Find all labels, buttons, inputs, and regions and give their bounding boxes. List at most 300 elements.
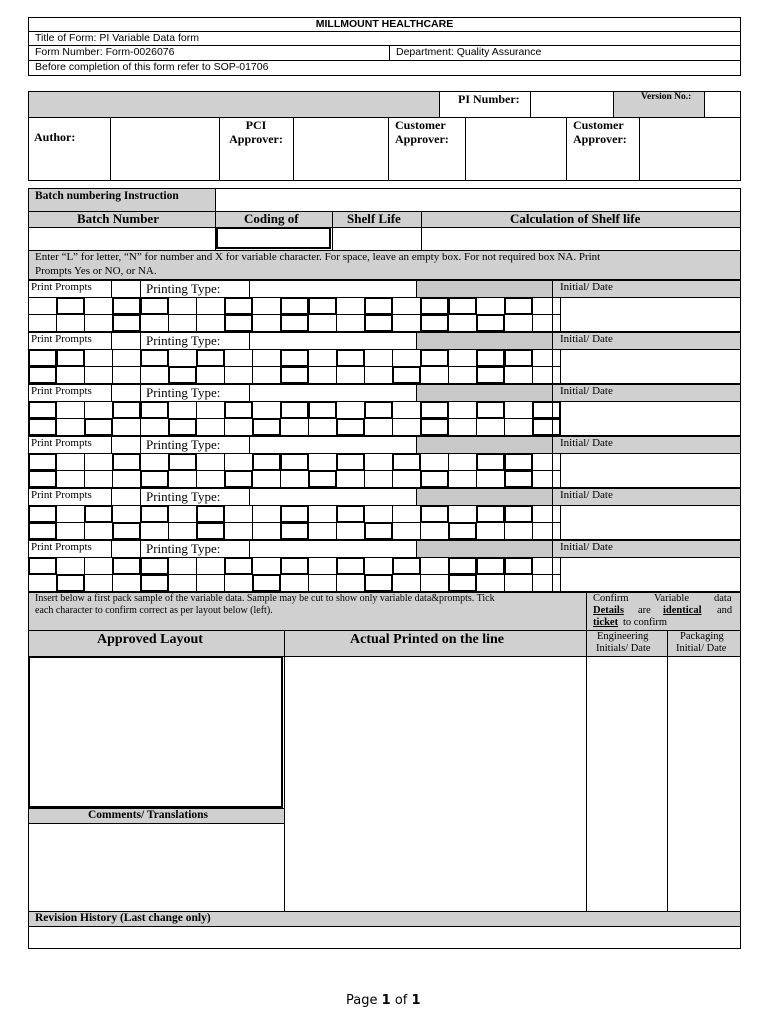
char-box[interactable] xyxy=(112,574,141,592)
char-box[interactable] xyxy=(336,349,365,367)
char-box[interactable] xyxy=(252,349,281,367)
char-box[interactable] xyxy=(448,314,477,332)
char-box[interactable] xyxy=(84,522,113,540)
char-box[interactable] xyxy=(308,297,337,315)
pci-approver-label xyxy=(226,118,286,146)
char-box[interactable] xyxy=(84,574,113,592)
confirm-ticket: ticket xyxy=(593,617,619,628)
char-box[interactable] xyxy=(336,418,365,436)
print-prompts-field[interactable] xyxy=(111,332,141,350)
char-box[interactable] xyxy=(224,418,253,436)
print-prompts-field[interactable] xyxy=(111,436,141,454)
char-box[interactable] xyxy=(196,557,225,575)
char-box[interactable] xyxy=(392,557,421,575)
initial-date-label: Initial/ Date xyxy=(560,385,613,397)
char-box[interactable] xyxy=(420,418,449,436)
char-box[interactable] xyxy=(168,453,197,471)
char-box[interactable] xyxy=(112,557,141,575)
char-box[interactable] xyxy=(420,453,449,471)
char-box[interactable] xyxy=(364,314,393,332)
char-box[interactable] xyxy=(168,401,197,419)
char-box[interactable] xyxy=(28,366,57,384)
char-box[interactable] xyxy=(308,522,337,540)
char-box[interactable] xyxy=(140,522,169,540)
char-box[interactable] xyxy=(308,505,337,523)
char-box[interactable] xyxy=(112,505,141,523)
char-box[interactable] xyxy=(252,574,281,592)
char-box[interactable] xyxy=(364,418,393,436)
customer-approver-2-field[interactable] xyxy=(639,117,741,181)
pi-number-field[interactable] xyxy=(530,91,614,118)
char-box[interactable] xyxy=(56,349,85,367)
char-box[interactable] xyxy=(168,314,197,332)
print-prompts-field[interactable] xyxy=(111,540,141,558)
char-box[interactable] xyxy=(224,349,253,367)
char-box[interactable] xyxy=(28,453,57,471)
char-box[interactable] xyxy=(56,522,85,540)
printing-type-field[interactable] xyxy=(249,540,417,558)
page-word: Page xyxy=(346,993,378,1008)
char-box[interactable] xyxy=(448,557,477,575)
char-box[interactable] xyxy=(448,366,477,384)
print-prompts-label: Print Prompts xyxy=(31,541,92,553)
char-box[interactable] xyxy=(84,401,113,419)
char-box[interactable] xyxy=(364,401,393,419)
department: Department: Quality Assurance xyxy=(396,46,542,58)
confirm-are: are xyxy=(638,605,651,616)
char-box[interactable] xyxy=(56,366,85,384)
char-box[interactable] xyxy=(280,418,309,436)
char-box[interactable] xyxy=(112,522,141,540)
char-box[interactable] xyxy=(252,418,281,436)
char-box[interactable] xyxy=(252,505,281,523)
char-box[interactable] xyxy=(140,505,169,523)
printing-type-field[interactable] xyxy=(249,280,417,298)
initial-date-field[interactable] xyxy=(552,453,741,488)
char-box[interactable] xyxy=(448,522,477,540)
pci-approver-text: PCI Approver: xyxy=(229,118,283,146)
char-box[interactable] xyxy=(392,522,421,540)
char-box[interactable] xyxy=(224,366,253,384)
print-grey-cell xyxy=(416,488,553,506)
char-box[interactable] xyxy=(504,401,533,419)
char-box[interactable] xyxy=(56,505,85,523)
print-prompts-label: Print Prompts xyxy=(31,489,92,501)
shelf-life-header: Shelf Life xyxy=(347,211,401,226)
char-box[interactable] xyxy=(140,366,169,384)
char-box[interactable] xyxy=(84,297,113,315)
char-box[interactable] xyxy=(420,297,449,315)
printing-type-field[interactable] xyxy=(249,332,417,350)
char-box[interactable] xyxy=(140,314,169,332)
char-box[interactable] xyxy=(252,314,281,332)
char-box[interactable] xyxy=(308,366,337,384)
char-box[interactable] xyxy=(168,522,197,540)
char-box[interactable] xyxy=(112,366,141,384)
char-box[interactable] xyxy=(364,297,393,315)
char-box[interactable] xyxy=(364,470,393,488)
calc-shelf-life-field[interactable] xyxy=(421,227,741,251)
char-box[interactable] xyxy=(336,505,365,523)
char-box[interactable] xyxy=(84,349,113,367)
char-box[interactable] xyxy=(56,297,85,315)
char-box[interactable] xyxy=(168,349,197,367)
packaging-label-1: Packaging xyxy=(680,631,724,642)
actual-printed-area[interactable] xyxy=(284,656,587,912)
char-box[interactable] xyxy=(112,349,141,367)
char-box[interactable] xyxy=(476,314,505,332)
char-box[interactable] xyxy=(140,418,169,436)
char-box[interactable] xyxy=(364,505,393,523)
customer-approver-2-text: Customer Approver: xyxy=(573,118,627,146)
char-box[interactable] xyxy=(308,557,337,575)
char-box[interactable] xyxy=(224,470,253,488)
char-box[interactable] xyxy=(504,557,533,575)
company-title-row xyxy=(28,17,741,32)
char-box[interactable] xyxy=(364,522,393,540)
version-label: Version No.: xyxy=(641,92,692,102)
char-box[interactable] xyxy=(476,349,505,367)
char-box[interactable] xyxy=(448,297,477,315)
char-box[interactable] xyxy=(140,401,169,419)
char-box[interactable] xyxy=(168,557,197,575)
char-box[interactable] xyxy=(196,522,225,540)
pi-number-label: PI Number: xyxy=(458,92,520,106)
char-box[interactable] xyxy=(392,453,421,471)
char-box[interactable] xyxy=(392,314,421,332)
printing-type-field[interactable] xyxy=(249,384,417,402)
char-box[interactable] xyxy=(224,557,253,575)
char-box[interactable] xyxy=(420,557,449,575)
confirm-word-3: data xyxy=(714,593,732,604)
calc-shelf-life-header: Calculation of Shelf life xyxy=(510,211,641,226)
printing-type-label: Printing Type: xyxy=(146,281,221,296)
char-box[interactable] xyxy=(448,505,477,523)
char-box[interactable] xyxy=(308,470,337,488)
print-prompts-field[interactable] xyxy=(111,280,141,298)
char-box[interactable] xyxy=(140,557,169,575)
char-box[interactable] xyxy=(168,470,197,488)
initial-date-field[interactable] xyxy=(552,557,741,592)
author-field[interactable] xyxy=(110,117,220,181)
comments-area[interactable] xyxy=(28,823,285,912)
char-box[interactable] xyxy=(224,522,253,540)
char-box[interactable] xyxy=(28,505,57,523)
initial-date-field[interactable] xyxy=(552,401,741,436)
char-box[interactable] xyxy=(168,418,197,436)
char-box[interactable] xyxy=(84,557,113,575)
initial-date-label: Initial/ Date xyxy=(560,333,613,345)
print-grey-cell xyxy=(416,436,553,454)
char-box[interactable] xyxy=(476,522,505,540)
char-box[interactable] xyxy=(280,401,309,419)
char-box[interactable] xyxy=(504,574,533,592)
char-box[interactable] xyxy=(28,297,57,315)
customer-approver-1-field[interactable] xyxy=(465,117,567,181)
initial-date-label: Initial/ Date xyxy=(560,281,613,293)
char-box[interactable] xyxy=(476,557,505,575)
pci-approver-field[interactable] xyxy=(293,117,389,181)
print-prompts-label: Print Prompts xyxy=(31,333,92,345)
char-box[interactable] xyxy=(56,453,85,471)
char-box[interactable] xyxy=(476,366,505,384)
char-box[interactable] xyxy=(476,297,505,315)
batch-instruction-field[interactable] xyxy=(215,188,741,212)
char-box[interactable] xyxy=(392,297,421,315)
printing-type-label: Printing Type: xyxy=(146,437,221,452)
revision-field[interactable] xyxy=(28,926,741,949)
char-box[interactable] xyxy=(476,470,505,488)
initial-date-field[interactable] xyxy=(552,505,741,540)
char-box[interactable] xyxy=(504,418,533,436)
char-box[interactable] xyxy=(392,418,421,436)
char-box[interactable] xyxy=(504,314,533,332)
char-box[interactable] xyxy=(504,349,533,367)
char-box[interactable] xyxy=(56,314,85,332)
version-field[interactable] xyxy=(704,91,741,118)
char-box[interactable] xyxy=(140,349,169,367)
char-box[interactable] xyxy=(28,349,57,367)
char-box[interactable] xyxy=(504,366,533,384)
batch-number-field[interactable] xyxy=(28,227,216,251)
char-box[interactable] xyxy=(168,574,197,592)
char-box[interactable] xyxy=(56,574,85,592)
char-box[interactable] xyxy=(140,470,169,488)
char-box[interactable] xyxy=(168,297,197,315)
instructions-line-1: Enter “L” for letter, “N” for number and X for variable character. For space, leave an empty box. For not required box NA. Print xyxy=(35,251,601,263)
char-box[interactable] xyxy=(140,297,169,315)
char-box[interactable] xyxy=(28,314,57,332)
char-box[interactable] xyxy=(28,470,57,488)
approved-layout-label: Approved Layout xyxy=(97,632,203,647)
sample-line-1: Insert below a first pack sample of the variable data. Sample may be cut to show only variable data&prompts. Tick xyxy=(35,593,495,604)
char-box[interactable] xyxy=(308,418,337,436)
customer-approver-1-label xyxy=(395,118,457,146)
printing-type-label: Printing Type: xyxy=(146,385,221,400)
char-box[interactable] xyxy=(280,314,309,332)
char-box[interactable] xyxy=(56,401,85,419)
initial-date-field[interactable] xyxy=(552,349,741,384)
char-box[interactable] xyxy=(504,453,533,471)
char-box[interactable] xyxy=(252,522,281,540)
char-box[interactable] xyxy=(196,366,225,384)
char-box[interactable] xyxy=(504,297,533,315)
char-box[interactable] xyxy=(196,401,225,419)
customer-approver-1-text: Customer Approver: xyxy=(395,118,449,146)
char-box[interactable] xyxy=(196,418,225,436)
char-box[interactable] xyxy=(448,574,477,592)
char-box[interactable] xyxy=(448,470,477,488)
author-label: Author: xyxy=(34,130,76,144)
char-box[interactable] xyxy=(84,314,113,332)
char-box[interactable] xyxy=(476,574,505,592)
char-box[interactable] xyxy=(224,574,253,592)
char-box[interactable] xyxy=(112,418,141,436)
approved-layout-area[interactable] xyxy=(28,656,283,808)
char-box[interactable] xyxy=(308,453,337,471)
char-box[interactable] xyxy=(196,505,225,523)
char-box[interactable] xyxy=(196,349,225,367)
char-box[interactable] xyxy=(364,366,393,384)
char-box[interactable] xyxy=(112,314,141,332)
comments-label: Comments/ Translations xyxy=(88,809,209,821)
refer-row xyxy=(28,60,741,76)
char-box[interactable] xyxy=(336,470,365,488)
char-box[interactable] xyxy=(168,505,197,523)
printing-type-field[interactable] xyxy=(249,436,417,454)
char-box[interactable] xyxy=(364,349,393,367)
char-box[interactable] xyxy=(420,505,449,523)
char-box[interactable] xyxy=(308,574,337,592)
char-box[interactable] xyxy=(504,522,533,540)
char-box[interactable] xyxy=(224,314,253,332)
printing-type-label: Printing Type: xyxy=(146,333,221,348)
char-box[interactable] xyxy=(448,418,477,436)
char-box[interactable] xyxy=(280,505,309,523)
form-number-row xyxy=(28,45,741,61)
char-box[interactable] xyxy=(196,297,225,315)
char-box[interactable] xyxy=(252,557,281,575)
engineering-initials-area[interactable] xyxy=(586,656,668,912)
char-box[interactable] xyxy=(140,574,169,592)
char-box[interactable] xyxy=(280,522,309,540)
char-box[interactable] xyxy=(364,557,393,575)
char-box[interactable] xyxy=(196,453,225,471)
printing-type-field[interactable] xyxy=(249,488,417,506)
char-box[interactable] xyxy=(476,505,505,523)
char-box[interactable] xyxy=(420,401,449,419)
char-box[interactable] xyxy=(504,470,533,488)
packaging-initials-area[interactable] xyxy=(667,656,741,912)
print-prompts-label: Print Prompts xyxy=(31,437,92,449)
char-box[interactable] xyxy=(280,366,309,384)
customer-approver-2-label xyxy=(573,118,635,146)
char-box[interactable] xyxy=(448,349,477,367)
char-box[interactable] xyxy=(112,453,141,471)
page-current: 1 xyxy=(381,993,391,1008)
coding-of-field[interactable] xyxy=(216,227,331,249)
char-box[interactable] xyxy=(392,349,421,367)
char-box[interactable] xyxy=(392,574,421,592)
char-box[interactable] xyxy=(420,470,449,488)
char-box[interactable] xyxy=(420,522,449,540)
char-box[interactable] xyxy=(336,366,365,384)
char-box[interactable] xyxy=(476,418,505,436)
char-box[interactable] xyxy=(84,418,113,436)
char-box[interactable] xyxy=(336,453,365,471)
char-box[interactable] xyxy=(336,297,365,315)
char-box[interactable] xyxy=(336,522,365,540)
department-divider xyxy=(389,45,390,61)
char-box[interactable] xyxy=(56,557,85,575)
char-box[interactable] xyxy=(224,297,253,315)
sop-reference: Before completion of this form refer to SOP-01706 xyxy=(35,61,269,73)
char-box[interactable] xyxy=(448,453,477,471)
char-box[interactable] xyxy=(112,401,141,419)
char-box[interactable] xyxy=(336,557,365,575)
char-box[interactable] xyxy=(364,574,393,592)
char-box[interactable] xyxy=(364,453,393,471)
char-box[interactable] xyxy=(252,297,281,315)
char-box[interactable] xyxy=(140,453,169,471)
char-box[interactable] xyxy=(252,470,281,488)
print-prompts-label: Print Prompts xyxy=(31,385,92,397)
char-box[interactable] xyxy=(336,401,365,419)
char-box[interactable] xyxy=(392,505,421,523)
char-box[interactable] xyxy=(28,557,57,575)
shelf-life-field[interactable] xyxy=(332,227,422,251)
char-box[interactable] xyxy=(280,297,309,315)
char-box[interactable] xyxy=(252,366,281,384)
char-box[interactable] xyxy=(84,366,113,384)
char-box[interactable] xyxy=(280,349,309,367)
char-box[interactable] xyxy=(168,366,197,384)
printing-type-label: Printing Type: xyxy=(146,541,221,556)
char-box[interactable] xyxy=(476,453,505,471)
char-box[interactable] xyxy=(280,557,309,575)
char-box[interactable] xyxy=(84,453,113,471)
coding-of-header: Coding of xyxy=(244,211,299,226)
char-box[interactable] xyxy=(196,314,225,332)
char-box[interactable] xyxy=(336,314,365,332)
char-box[interactable] xyxy=(336,574,365,592)
char-box[interactable] xyxy=(56,470,85,488)
char-box[interactable] xyxy=(112,470,141,488)
print-prompts-field[interactable] xyxy=(111,384,141,402)
char-box[interactable] xyxy=(56,418,85,436)
print-grey-cell xyxy=(416,332,553,350)
char-box[interactable] xyxy=(280,453,309,471)
char-box[interactable] xyxy=(28,401,57,419)
instructions-line-2: Prompts Yes or NO, or NA. xyxy=(35,265,157,277)
char-box[interactable] xyxy=(420,349,449,367)
char-box[interactable] xyxy=(224,401,253,419)
char-box[interactable] xyxy=(392,401,421,419)
char-box[interactable] xyxy=(476,401,505,419)
char-box[interactable] xyxy=(252,401,281,419)
char-box[interactable] xyxy=(308,349,337,367)
char-box[interactable] xyxy=(252,453,281,471)
char-box[interactable] xyxy=(448,401,477,419)
char-box[interactable] xyxy=(280,574,309,592)
char-box[interactable] xyxy=(196,470,225,488)
char-box[interactable] xyxy=(84,505,113,523)
confirm-word-2: Variable xyxy=(654,593,689,604)
char-box[interactable] xyxy=(224,453,253,471)
char-box[interactable] xyxy=(504,505,533,523)
char-box[interactable] xyxy=(280,470,309,488)
char-box[interactable] xyxy=(196,574,225,592)
char-box[interactable] xyxy=(224,505,253,523)
char-box[interactable] xyxy=(28,574,57,592)
engineering-label-1: Engineering xyxy=(597,631,649,642)
print-prompts-field[interactable] xyxy=(111,488,141,506)
char-box[interactable] xyxy=(84,470,113,488)
char-box[interactable] xyxy=(308,314,337,332)
char-box[interactable] xyxy=(28,522,57,540)
char-box[interactable] xyxy=(392,366,421,384)
char-box[interactable] xyxy=(420,574,449,592)
print-grey-cell xyxy=(416,384,553,402)
char-box[interactable] xyxy=(420,366,449,384)
confirm-and: and xyxy=(717,605,733,616)
char-box[interactable] xyxy=(112,297,141,315)
char-box[interactable] xyxy=(308,401,337,419)
initial-date-field[interactable] xyxy=(552,297,741,332)
char-box[interactable] xyxy=(420,314,449,332)
char-box[interactable] xyxy=(28,418,57,436)
char-box[interactable] xyxy=(392,470,421,488)
